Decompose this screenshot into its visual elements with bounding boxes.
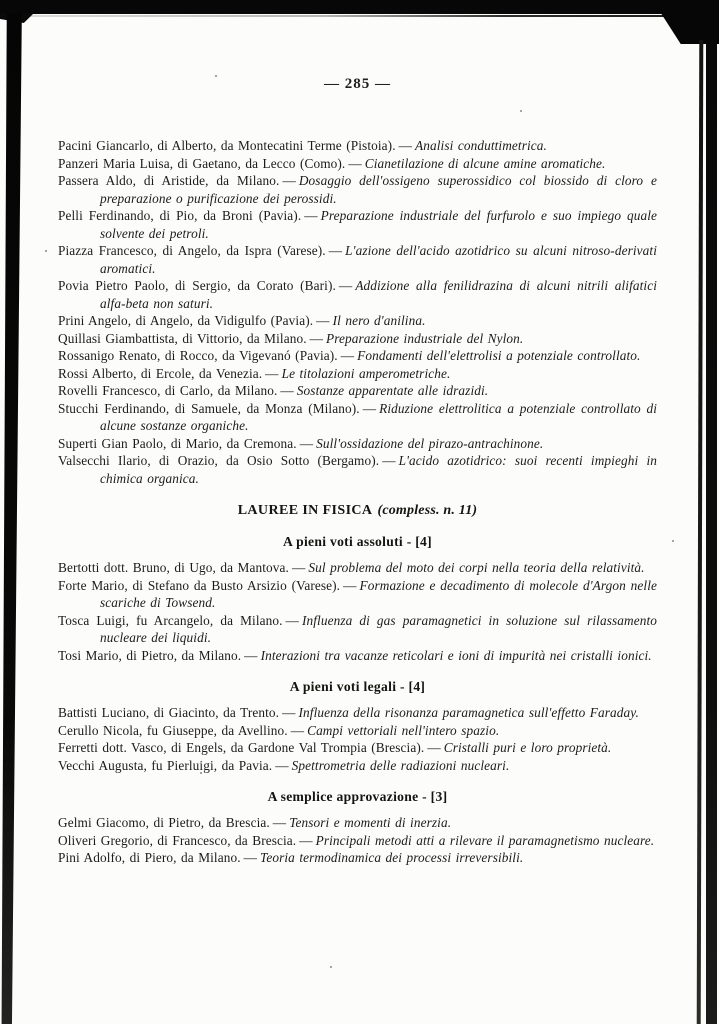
thesis-title: Spettrometria delle radiazioni nucleari. [291,757,510,773]
thesis-title: Preparazione industriale del furfurolo e suo impiego quale solvente dei petroli. [100,208,657,241]
graduate-name: Forte Mario, di Stefano da Busto Arsizio (Varese). [58,577,341,593]
separator-dash: — [348,155,362,171]
separator-dash: — [316,313,330,328]
separator-dash: — [290,722,305,738]
thesis-title: Influenza della risonanza paramagnetica sull'effetto Faraday. [298,705,639,720]
list-item [58,814,657,832]
graduate-name: Gelmi Giacomo, di Pietro, da Brescia. [58,815,270,830]
separator-dash: — [299,435,314,451]
separator-dash: — [275,757,289,773]
graduate-name: Stucchi Ferdinando, di Samuele, da Monza (Milano). [58,400,360,416]
graduate-name: Rossanigo Renato, di Rocco, da Vigevanó (Pavia). [58,348,338,363]
subsection-heading-pieni-voti-assoluti: A pieni voti assoluti - [4] [283,534,432,549]
separator-dash: — [328,243,343,258]
graduate-name: Pini Adolfo, di Piero, da Milano. [58,850,241,865]
separator-dash: — [244,647,258,663]
graduate-name: Superti Gian Paolo, di Mario, da Cremona. [58,435,297,451]
thesis-title: Cristalli puri e loro proprietà. [443,740,612,755]
list-item [58,849,657,867]
thesis-title: L'acido azotidrico: suoi recenti impieghi in chimica organica. [100,453,657,486]
graduate-name: Rossi Alberto, di Ercole, da Venezia. [58,365,263,381]
list-item [58,382,657,400]
separator-dash: — [340,348,355,363]
graduate-name: Piazza Francesco, di Angelo, da Ispra (Varese). [58,243,326,258]
thesis-title: Sostanze apparentate alle idrazidi. [296,383,489,398]
list-item [58,559,657,577]
graduate-name: Panzeri Maria Luisa, di Gaetano, da Lecco (Como). [58,155,346,171]
subsection-heading-pieni-voti-legali: A pieni voti legali - [4] [289,679,426,694]
separator-dash: — [265,365,279,381]
separator-dash: — [338,278,353,293]
graduate-name: Pelli Ferdinando, di Pio, da Broni (Pavia). [58,208,302,223]
thesis-title: Interazioni tra vacanze reticolari e ioni di impurità nei cristalli ionici. [260,647,652,663]
thesis-title: Riduzione elettrolitica a potenziale controllato di alcune sostanze organiche. [100,400,657,433]
graduate-name: Rovelli Francesco, di Carlo, da Milano. [58,383,278,398]
graduate-list-semplice-approvazione [58,814,657,867]
list-item [58,207,657,242]
list-item [58,330,657,348]
separator-dash: — [299,832,313,848]
separator-dash: — [282,173,296,188]
thesis-title: Addizione alla fenilidrazina di alcuni nitrili alifatici alfa-beta non saturi. [100,278,657,311]
list-item [58,452,657,487]
thesis-title: Formazione e decadimento di molecole d'Argon nelle scariche di Towsend. [100,577,657,610]
graduate-name: Quillasi Giambattista, di Vittorio, da Milano. [58,330,307,346]
list-item [58,704,657,722]
list-item [58,365,657,383]
separator-dash: — [343,577,357,593]
thesis-title: Sul problema del moto dei corpi nella teoria della relatività. [308,560,645,575]
thesis-title: Le titolazioni amperometriche. [281,365,451,381]
separator-dash: — [243,850,258,865]
section-heading-text: LAUREE IN FISICA [237,503,373,518]
section-heading-note: (compless. n. 11) [377,503,478,518]
thesis-title: Dosaggio dell'ossigeno superossidico col biossido di cloro e preparazione o purificazione dei perossidi. [100,173,657,206]
list-item [58,137,657,155]
graduate-name: Pacini Giancarlo, di Alberto, da Montecatini Terme (Pistoia). [58,138,396,153]
list-item [58,647,657,665]
graduate-name: Valsecchi Ilario, di Orazio, da Osio Sotto (Bergamo). [58,453,380,468]
list-item [58,435,657,453]
graduate-list-pieni-voti-assoluti [58,559,657,664]
separator-dash: — [280,383,294,398]
graduate-name: Bertotti dott. Bruno, di Ugo, da Mantova. [58,560,289,575]
scan-speck [330,966,332,968]
subsection-heading-semplice-approvazione: A semplice approvazione - [3] [267,789,448,804]
thesis-title: Analisi conduttimetrica. [415,138,547,153]
separator-dash: — [304,208,318,223]
list-item [58,612,657,647]
graduate-name: Battisti Luciano, di Giacinto, da Trento. [58,705,280,720]
list-item [58,757,657,775]
list-item [58,577,657,612]
thesis-title: Influenza di gas paramagnetici in soluzione sul rilassamento nucleare dei liquidi. [100,612,657,645]
graduate-name: Vecchi Augusta, fu Pierluigi, da Pavia. [58,757,273,773]
page-number: — 285 — [324,76,391,92]
thesis-title: Fondamenti dell'elettrolisi a potenziale controllato. [357,348,641,363]
separator-dash: — [272,815,287,830]
thesis-title: Campi vettoriali nell'intero spazio. [307,722,500,738]
graduate-name: Oliveri Gregorio, di Francesco, da Brescia. [58,832,297,848]
thesis-title: Teoria termodinamica dei processi irreversibili. [260,850,524,865]
graduate-name: Prini Angelo, di Angelo, da Vidigulfo (Pavia). [58,313,314,328]
graduate-list-continuation [58,137,657,487]
list-item [58,155,657,173]
separator-dash: — [382,453,396,468]
separator-dash: — [427,740,441,755]
graduate-name: Ferretti dott. Vasco, di Engels, da Gardone Val Trompia (Brescia). [58,740,425,755]
graduate-name: Povia Pietro Paolo, di Sergio, da Corato (Bari). [58,278,336,293]
thesis-title: Cianetilazione di alcune amine aromatiche. [364,155,606,171]
thesis-title: L'azione dell'acido azotidrico su alcuni nitroso-derivati aromatici. [100,243,657,276]
thesis-title: Tensori e momenti di inerzia. [289,815,452,830]
graduate-name: Cerullo Nicola, fu Giuseppe, da Avellino. [58,722,288,738]
list-item [58,347,657,365]
separator-dash: — [291,560,306,575]
separator-dash: — [285,612,299,628]
graduate-name: Tosi Mario, di Pietro, da Milano. [58,647,242,663]
list-item [58,832,657,850]
section-heading-lauree-in-fisica [58,503,657,519]
thesis-title: Principali metodi atti a rilevare il paramagnetismo nucleare. [315,832,655,848]
list-item [58,400,657,435]
separator-dash: — [282,705,296,720]
list-item [58,739,657,757]
graduate-name: Tosca Luigi, fu Arcangelo, da Milano. [58,612,283,628]
list-item [58,722,657,740]
list-item [58,172,657,207]
thesis-title: Il nero d'anilina. [332,313,426,328]
graduate-list-pieni-voti-legali [58,704,657,774]
list-item [58,242,657,277]
list-item [58,277,657,312]
graduate-name: Passera Aldo, di Aristide, da Milano. [58,173,280,188]
separator-dash: — [309,330,324,346]
separator-dash: — [398,138,413,153]
thesis-title: Sull'ossidazione del pirazo-antrachinone. [316,435,544,451]
list-item [58,312,657,330]
thesis-title: Preparazione industriale del Nylon. [326,330,524,346]
separator-dash: — [362,400,377,416]
